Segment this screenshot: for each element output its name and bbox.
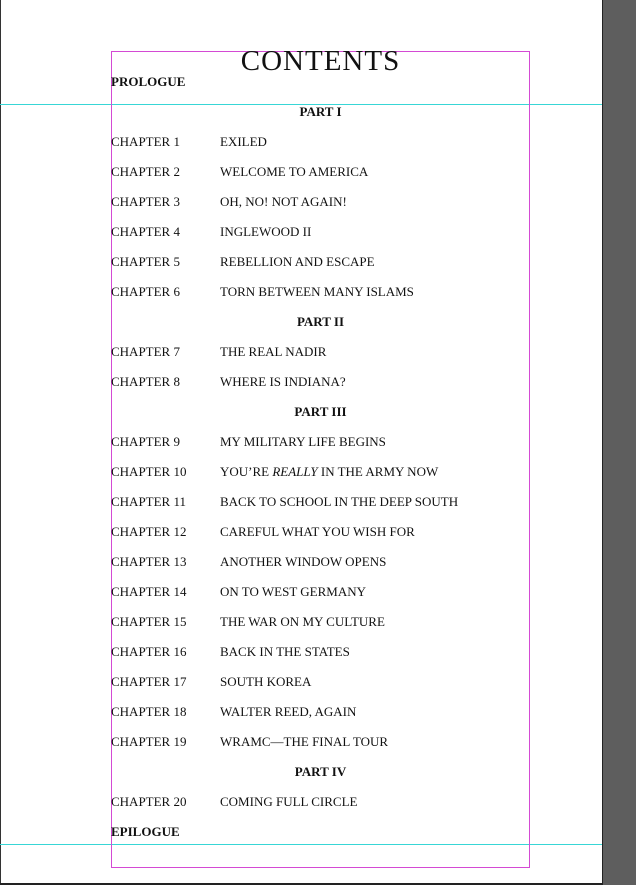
chapter-title-20[interactable]: COMING FULL CIRCLE: [220, 794, 358, 809]
chapter-title-10-before: YOU’RE: [220, 464, 273, 479]
chapter-label-15[interactable]: CHAPTER 15: [111, 614, 187, 629]
chapter-title-8[interactable]: WHERE IS INDIANA?: [220, 374, 346, 389]
chapter-label-14[interactable]: CHAPTER 14: [111, 584, 187, 599]
chapter-title-4[interactable]: INGLEWOOD II: [220, 224, 312, 239]
chapter-label-17[interactable]: CHAPTER 17: [111, 674, 187, 689]
chapter-label-5[interactable]: CHAPTER 5: [111, 254, 180, 269]
chapter-label-8[interactable]: CHAPTER 8: [111, 374, 180, 389]
chapter-label-16[interactable]: CHAPTER 16: [111, 644, 187, 659]
pasteboard-panel: [602, 0, 636, 885]
chapter-label-1[interactable]: CHAPTER 1: [111, 134, 180, 149]
chapter-title-14[interactable]: ON TO WEST GERMANY: [220, 584, 367, 599]
chapter-title-5[interactable]: REBELLION AND ESCAPE: [220, 254, 375, 269]
chapter-label-6[interactable]: CHAPTER 6: [111, 284, 180, 299]
chapter-title-16[interactable]: BACK IN THE STATES: [220, 644, 350, 659]
chapter-label-9[interactable]: CHAPTER 9: [111, 434, 180, 449]
chapter-title-12[interactable]: CAREFUL WHAT YOU WISH FOR: [220, 524, 415, 539]
chapter-label-12[interactable]: CHAPTER 12: [111, 524, 187, 539]
chapter-title-6[interactable]: TORN BETWEEN MANY ISLAMS: [220, 284, 414, 299]
chapter-title-7[interactable]: THE REAL NADIR: [220, 344, 327, 359]
chapter-title-13[interactable]: ANOTHER WINDOW OPENS: [220, 554, 387, 569]
chapter-title-15[interactable]: THE WAR ON MY CULTURE: [220, 614, 385, 629]
chapter-label-2[interactable]: CHAPTER 2: [111, 164, 180, 179]
chapter-label-7[interactable]: CHAPTER 7: [111, 344, 180, 359]
contents-title[interactable]: CONTENTS: [240, 45, 401, 77]
chapter-label-18[interactable]: CHAPTER 18: [111, 704, 187, 719]
chapter-title-10[interactable]: [220, 464, 438, 480]
chapter-title-11[interactable]: BACK TO SCHOOL IN THE DEEP SOUTH: [220, 494, 459, 509]
prologue-entry[interactable]: PROLOGUE: [111, 74, 186, 89]
chapter-title-18[interactable]: WALTER REED, AGAIN: [220, 704, 357, 719]
chapter-label-11[interactable]: CHAPTER 11: [111, 494, 186, 509]
chapter-title-1[interactable]: EXILED: [220, 134, 267, 149]
part-heading-4[interactable]: PART IV: [294, 764, 347, 779]
part-heading-2[interactable]: PART II: [296, 314, 345, 329]
chapter-title-19[interactable]: WRAMC—THE FINAL TOUR: [220, 734, 389, 749]
part-heading-3[interactable]: PART III: [294, 404, 347, 419]
chapter-label-20[interactable]: CHAPTER 20: [111, 794, 187, 809]
chapter-title-9[interactable]: MY MILITARY LIFE BEGINS: [220, 434, 386, 449]
chapter-label-19[interactable]: CHAPTER 19: [111, 734, 187, 749]
chapter-label-4[interactable]: CHAPTER 4: [111, 224, 180, 239]
chapter-title-10-emphasis: REALLY: [272, 464, 318, 479]
chapter-label-3[interactable]: CHAPTER 3: [111, 194, 180, 209]
chapter-title-3[interactable]: OH, NO! NOT AGAIN!: [220, 194, 347, 209]
part-heading-1[interactable]: PART I: [299, 104, 342, 119]
chapter-title-10-after: IN THE ARMY NOW: [317, 464, 439, 479]
epilogue-entry[interactable]: EPILOGUE: [111, 824, 180, 839]
chapter-label-10[interactable]: CHAPTER 10: [111, 464, 187, 479]
chapter-title-17[interactable]: SOUTH KOREA: [220, 674, 312, 689]
chapter-title-2[interactable]: WELCOME TO AMERICA: [220, 164, 369, 179]
chapter-label-13[interactable]: CHAPTER 13: [111, 554, 187, 569]
